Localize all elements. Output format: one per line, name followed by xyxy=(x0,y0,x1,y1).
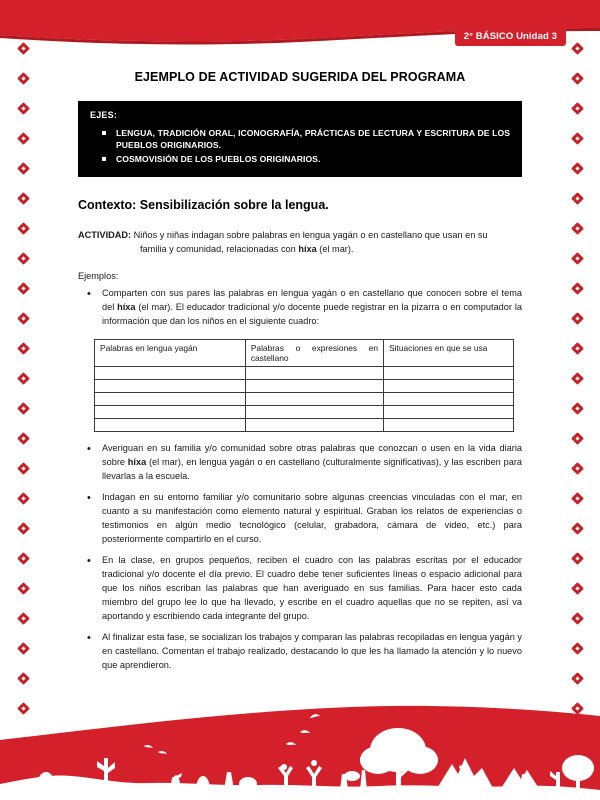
actividad-line2-post: (el mar). xyxy=(316,244,354,255)
diamond-motif xyxy=(17,72,30,85)
table-cell[interactable] xyxy=(95,379,246,392)
table-header-cell: Situaciones en que se usa xyxy=(384,339,514,366)
diamond-motif xyxy=(571,102,584,115)
diamond-motif xyxy=(571,462,584,475)
bullet-text-post: (el mar). El educador tradicional y/o docente puede registrar en la pizarra o en computador la información que dan los niños en el siguiente cuadro: xyxy=(102,301,522,326)
table-cell[interactable] xyxy=(95,392,246,405)
table-cell[interactable] xyxy=(384,392,514,405)
footer-landscape-band xyxy=(0,680,600,800)
table-cell[interactable] xyxy=(95,405,246,418)
bullet-list-top xyxy=(78,287,522,329)
unit-badge: 2° BÁSICO Unidad 3 xyxy=(455,28,566,46)
table-row xyxy=(95,366,514,379)
diamond-motif xyxy=(571,42,584,55)
diamond-motif xyxy=(17,702,30,715)
list-item: • En la clase, en grupos pequeños, reciben el cuadro con las palabras escritas por el educador tradicional y/o docente el día previo. El cuadro debe tener suficientes líneas o espacio adicional para que los niños escriban las palabras que han averiguado en sus familias. Para hacer esto cada miembro del grupo lee lo que ha llevado, y escribe en el cuadro aquellas que no se repiten, así va aportando y escribiendo cada integrante del grupo. xyxy=(78,554,522,624)
words-table xyxy=(94,339,514,432)
actividad-text-line2 xyxy=(78,243,522,257)
table-header-cell: Palabras o expresiones en castellano xyxy=(245,339,383,366)
ejes-item: LENGUA, TRADICIÓN ORAL, ICONOGRAFÍA, PRÁCTICAS DE LECTURA Y ESCRITURA DE LOS PUEBLOS ORIGINARIOS. xyxy=(90,127,510,152)
table-row xyxy=(95,405,514,418)
diamond-motif xyxy=(17,372,30,385)
diamond-motif xyxy=(17,192,30,205)
contexto-heading: Contexto: Sensibilización sobre la lengua. xyxy=(78,198,329,213)
diamond-motif xyxy=(571,552,584,565)
list-item xyxy=(78,287,522,329)
diamond-motif xyxy=(17,162,30,175)
diamond-motif xyxy=(17,612,30,625)
ejemplos-label: Ejemplos: xyxy=(78,270,119,281)
diamond-motif xyxy=(571,282,584,295)
left-diamond-rail xyxy=(12,44,34,744)
diamond-motif xyxy=(17,552,30,565)
diamond-motif xyxy=(17,282,30,295)
document-content xyxy=(78,56,522,680)
right-diamond-rail xyxy=(566,44,588,744)
table-cell[interactable] xyxy=(245,392,383,405)
diamond-motif xyxy=(571,312,584,325)
diamond-motif xyxy=(571,402,584,415)
keyword-hixa: híxa xyxy=(127,456,147,467)
diamond-motif xyxy=(571,522,584,535)
diamond-motif xyxy=(17,342,30,355)
diamond-motif xyxy=(17,462,30,475)
diamond-motif xyxy=(17,642,30,655)
table-cell[interactable] xyxy=(245,379,383,392)
list-item: • Al finalizar esta fase, se socializan los trabajos y comparan las palabras recopiladas en lengua yagán y en castellano. Comentan el trabajo realizado, destacando lo que les ha llamado la atención y lo nuevo que aprendieron. xyxy=(78,631,522,673)
diamond-motif xyxy=(571,342,584,355)
bullet-text-pre: Averiguan en su familia y/o comunidad sobre otras palabras que conozcan o usen en la vida diaria sobre xyxy=(102,442,522,467)
diamond-motif xyxy=(17,522,30,535)
table-cell[interactable] xyxy=(245,418,383,431)
diamond-motif xyxy=(17,672,30,685)
diamond-motif xyxy=(17,402,30,415)
diamond-motif xyxy=(571,432,584,445)
diamond-motif xyxy=(17,312,30,325)
diamond-motif xyxy=(571,372,584,385)
bullet-text-pre: Comparten con sus pares las palabras en lengua yagán o en castellano que conocen sobre el tema del xyxy=(102,287,522,312)
table-cell[interactable] xyxy=(384,405,514,418)
keyword-hixa: híxa xyxy=(298,244,317,255)
diamond-motif xyxy=(17,432,30,445)
diamond-motif xyxy=(17,492,30,505)
ejes-item: COSMOVISIÓN DE LOS PUEBLOS ORIGINARIOS. xyxy=(90,153,510,165)
table-row xyxy=(95,418,514,431)
table-cell[interactable] xyxy=(384,366,514,379)
bullet-list-bottom xyxy=(78,442,522,673)
diamond-motif xyxy=(571,642,584,655)
table-cell[interactable] xyxy=(384,418,514,431)
keyword-hixa: híxa xyxy=(117,301,136,312)
table-cell[interactable] xyxy=(384,379,514,392)
actividad-label: ACTIVIDAD: xyxy=(78,230,132,241)
actividad-line2-pre: familia y comunidad, relacionadas con xyxy=(140,244,299,255)
diamond-motif xyxy=(17,132,30,145)
diamond-motif xyxy=(571,72,584,85)
table-cell[interactable] xyxy=(245,405,383,418)
diamond-motif xyxy=(571,492,584,505)
actividad-text-line1: Niños y niñas indagan sobre palabras en lengua yagán o en castellano que usan en su xyxy=(131,230,488,241)
diamond-motif xyxy=(17,102,30,115)
list-item xyxy=(78,442,522,484)
ejes-box xyxy=(78,101,522,177)
ejes-label: EJES: xyxy=(90,110,118,120)
actividad-paragraph xyxy=(78,229,522,257)
diamond-motif xyxy=(571,672,584,685)
table-cell[interactable] xyxy=(245,366,383,379)
diamond-motif xyxy=(17,252,30,265)
diamond-motif xyxy=(571,702,584,715)
page-title: EJEMPLO DE ACTIVIDAD SUGERIDA DEL PROGRAMA xyxy=(134,70,466,84)
ejes-list xyxy=(90,127,510,165)
diamond-motif xyxy=(17,222,30,235)
table-header-cell: Palabras en lengua yagán xyxy=(95,339,246,366)
table-cell[interactable] xyxy=(95,366,246,379)
diamond-motif xyxy=(571,222,584,235)
diamond-motif xyxy=(571,192,584,205)
diamond-motif xyxy=(17,582,30,595)
diamond-motif xyxy=(571,252,584,265)
diamond-motif xyxy=(17,42,30,55)
diamond-motif xyxy=(571,612,584,625)
diamond-motif xyxy=(571,132,584,145)
list-item: • Indagan en su entorno familiar y/o comunitario sobre algunas creencias vinculadas con el mar, en cuanto a su manifestación como elemento natural y espiritual. Graban los relatos de experiencias o testimonios en algún medio tecnológico (celular, grabadora, cámara de video, etc.) para posteriormente compartirlo en el curso. xyxy=(78,491,522,547)
diamond-motif xyxy=(571,582,584,595)
table-cell[interactable] xyxy=(95,418,246,431)
diamond-motif xyxy=(571,162,584,175)
table-header-row xyxy=(95,339,514,366)
bullet-text-post: (el mar), en lengua yagán o en castellano (culturalmente significativas), y las escriben para llevarlas a la escuela. xyxy=(102,456,522,481)
table-row xyxy=(95,379,514,392)
table-row xyxy=(95,392,514,405)
